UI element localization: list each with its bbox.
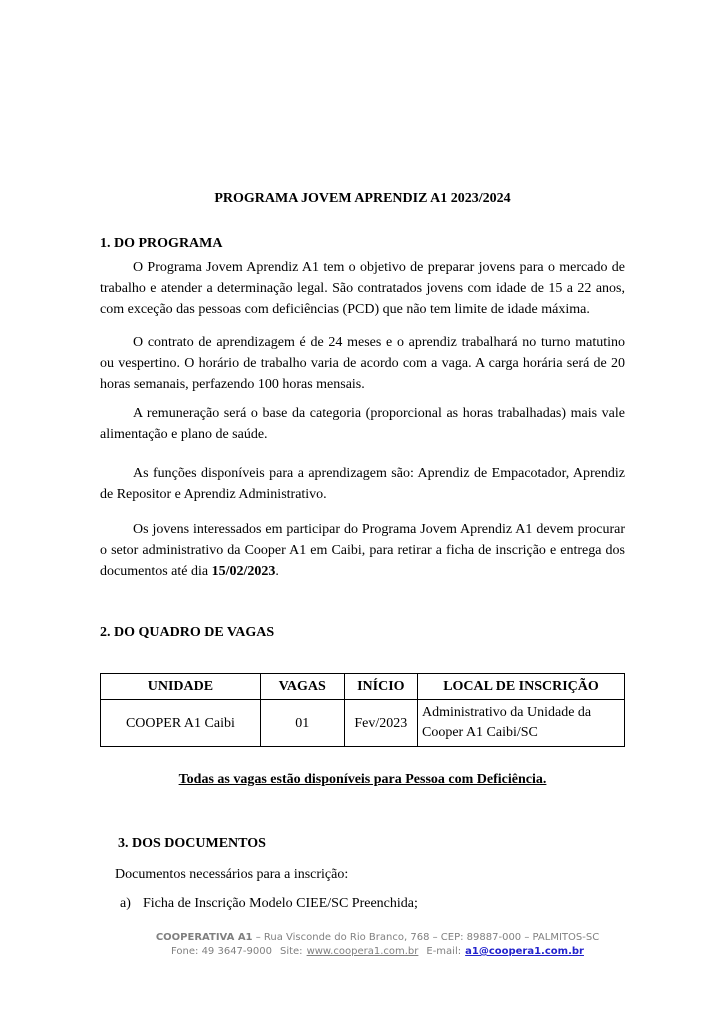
list-item-text: Ficha de Inscrição Modelo CIEE/SC Preenchida; — [143, 896, 418, 911]
paragraph-programa-5 — [100, 519, 625, 582]
col-header-local: LOCAL DE INSCRIÇÃO — [418, 674, 625, 700]
deadline-date: 15/02/2023 — [211, 564, 276, 579]
section-3-heading: 3. DOS DOCUMENTOS — [118, 836, 266, 851]
phone-number: Fone: 49 3647-9000 — [171, 946, 272, 957]
document-title: PROGRAMA JOVEM APRENDIZ A1 2023/2024 — [214, 191, 511, 206]
cell-vagas: 01 — [260, 700, 344, 747]
paragraph-5-text: Os jovens interessados em participar do Programa Jovem Aprendiz A1 devem procurar o setor administrativo da Cooper A1 em Caibi, para retirar a ficha de inscrição e entrega dos documentos até dia — [100, 522, 625, 579]
paragraph-5-period: . — [275, 564, 279, 579]
pcd-notice: Todas as vagas estão disponíveis para Pessoa com Deficiência. — [178, 772, 547, 787]
company-name: COOPERATIVA A1 — [155, 932, 253, 943]
site-link[interactable]: www.coopera1.com.br — [306, 946, 419, 957]
paragraph-programa-3: A remuneração será o base da categoria (proporcional as horas trabalhadas) mais vale alimentação e plano de saúde. — [100, 406, 625, 442]
paragraph-programa-4: As funções disponíveis para a aprendizagem são: Aprendiz de Empacotador, Aprendiz de Repositor e Aprendiz Administrativo. — [100, 466, 625, 502]
paragraph-programa-1: O Programa Jovem Aprendiz A1 tem o objetivo de preparar jovens para o mercado de trabalho e atender a determinação legal. São contratados jovens com idade de 15 a 22 anos, com exceção das pessoas com deficiências (PCD) que não tem limite de idade máxima. — [100, 260, 625, 317]
site-label: Site: — [279, 946, 303, 957]
footer-line-2 — [30, 945, 725, 959]
list-item-marker: a) — [120, 896, 131, 911]
cell-unidade: COOPER A1 Caibi — [101, 700, 261, 747]
documents-intro: Documentos necessários para a inscrição: — [115, 867, 349, 882]
document-list-item — [120, 893, 625, 914]
vagas-table — [100, 673, 625, 747]
email-label: E-mail: — [426, 946, 462, 957]
col-header-inicio: INÍCIO — [344, 674, 417, 700]
table-row — [101, 700, 625, 747]
col-header-vagas: VAGAS — [260, 674, 344, 700]
paragraph-programa-2: O contrato de aprendizagem é de 24 meses e o aprendiz trabalhará no turno matutino ou vespertino. O horário de trabalho varia de acordo com a vaga. A carga horária será de 20 horas semanais, perfazendo 100 horas mensais. — [100, 335, 625, 392]
email-link[interactable]: a1@coopera1.com.br — [465, 946, 584, 957]
page-footer — [0, 931, 725, 959]
cell-local: Administrativo da Unidade da Cooper A1 Caibi/SC — [418, 700, 625, 747]
col-header-unidade: UNIDADE — [101, 674, 261, 700]
section-2-heading: 2. DO QUADRO DE VAGAS — [100, 625, 275, 640]
cell-inicio: Fev/2023 — [344, 700, 417, 747]
footer-line-1 — [30, 931, 725, 945]
company-address: – Rua Visconde do Rio Branco, 768 – CEP: 89887-000 – PALMITOS-SC — [252, 932, 600, 943]
table-header-row — [101, 674, 625, 700]
section-1-heading: 1. DO PROGRAMA — [100, 236, 223, 251]
